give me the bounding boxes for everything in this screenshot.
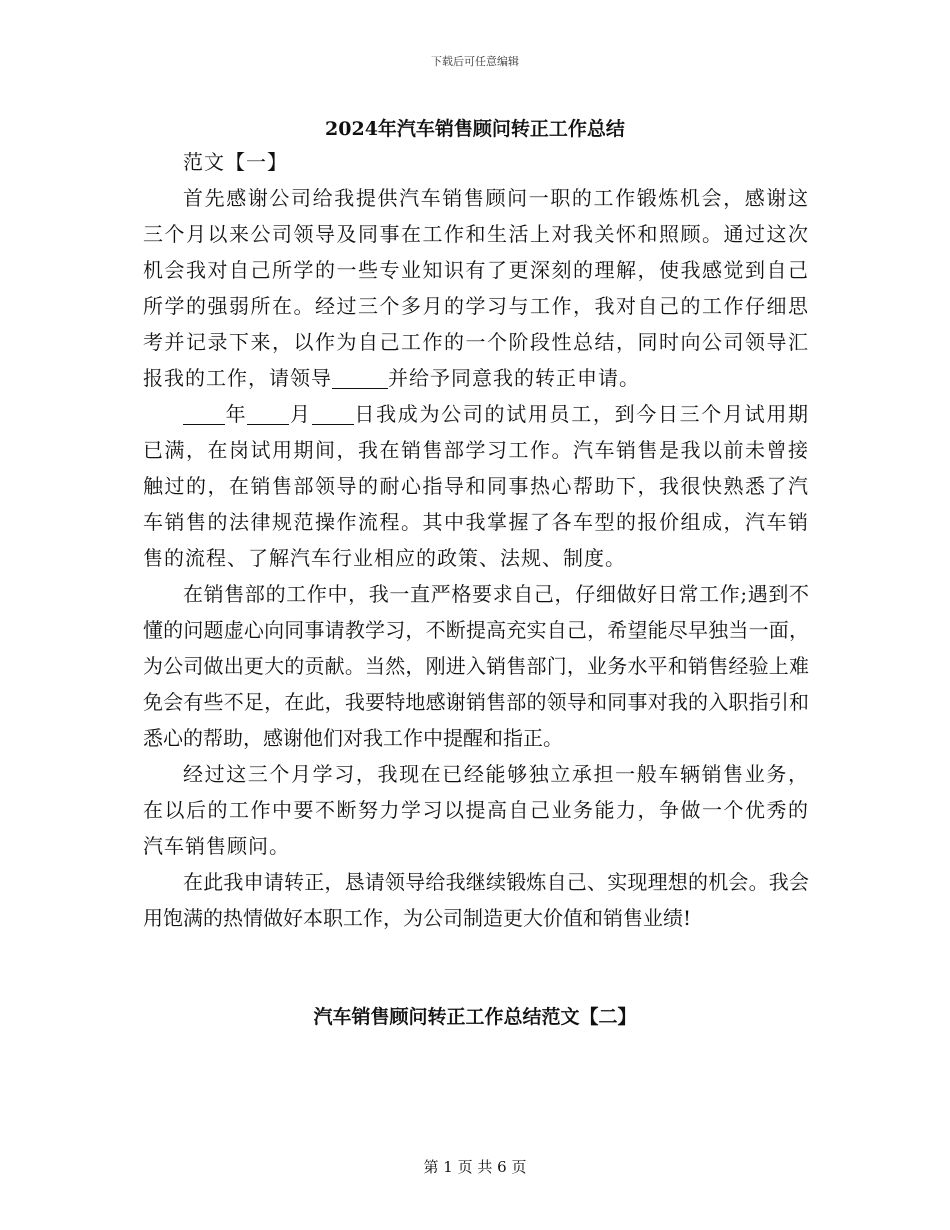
fill-in-blank (332, 368, 388, 389)
paragraph-5: 在此我申请转正，恳请领导给我继续锻炼自己、实现理想的机会。我会用饱满的热情做好本职工作，为公司制造更大价值和销售业绩! (143, 870, 809, 930)
page-number: 第 1 页 共 6 页 (423, 1158, 527, 1176)
paragraph-2-text: 日我成为公司的试用员工，到今日三个月试用期已满，在岗试用期间，我在销售部学习工作。汽车销售是我以前未曾接触过的，在销售部领导的耐心指导和同事热心帮助下，我很快熟悉了汽车销售的法律规范操作流程。其中我掌握了各车型的报价组成，汽车销售的流程、了解汽车行业相应的政策、法规、制度。 (143, 402, 810, 570)
paragraph-4: 经过这三个月学习，我现在已经能够独立承担一般车辆销售业务，在以后的工作中要不断努力学习以提高自己业务能力，争做一个优秀的汽车销售顾问。 (143, 762, 809, 858)
paragraph-1-text: 首先感谢公司给我提供汽车销售顾问一职的工作锻炼机会，感谢这三个月以来公司领导及同事在工作和生活上对我关怀和照顾。通过这次机会我对自己所学的一些专业知识有了更深刻的理解，使我感觉到自己所学的强弱所在。经过三个多月的学习与工作，我对自己的工作仔细思考并记录下来，以作为自己工作的一个阶段性总结，同时向公司领导汇报我的工作，请领导 (143, 186, 809, 390)
paragraph-1 (143, 180, 809, 396)
section-2-title: 汽车销售顾问转正工作总结范文【二】 (313, 1006, 637, 1028)
paragraph-1-text-end: 并给予同意我的转正申请。 (388, 366, 640, 390)
paragraph-2 (143, 396, 809, 576)
year-label: 年 (225, 402, 248, 426)
document-body (143, 144, 809, 936)
paragraph-3: 在销售部的工作中，我一直严格要求自己，仔细做好日常工作;遇到不懂的问题虚心向同事请教学习，不断提高充实自己，希望能尽早独当一面，为公司做出更大的贡献。当然，刚进入销售部门，业务水平和销售经验上难免会有些不足，在此，我要特地感谢销售部的领导和同事对我的入职指引和悉心的帮助，感谢他们对我工作中提醒和指正。 (143, 582, 809, 750)
month-label: 月 (289, 402, 312, 426)
page-header-note: 下载后可任意编辑 (431, 55, 519, 68)
fill-in-blank-month (247, 404, 289, 425)
fill-in-blank-day (312, 404, 354, 425)
section-label: 范文【一】 (183, 150, 288, 174)
document-title: 2024年汽车销售顾问转正工作总结 (325, 118, 625, 140)
fill-in-blank-year (183, 404, 225, 425)
